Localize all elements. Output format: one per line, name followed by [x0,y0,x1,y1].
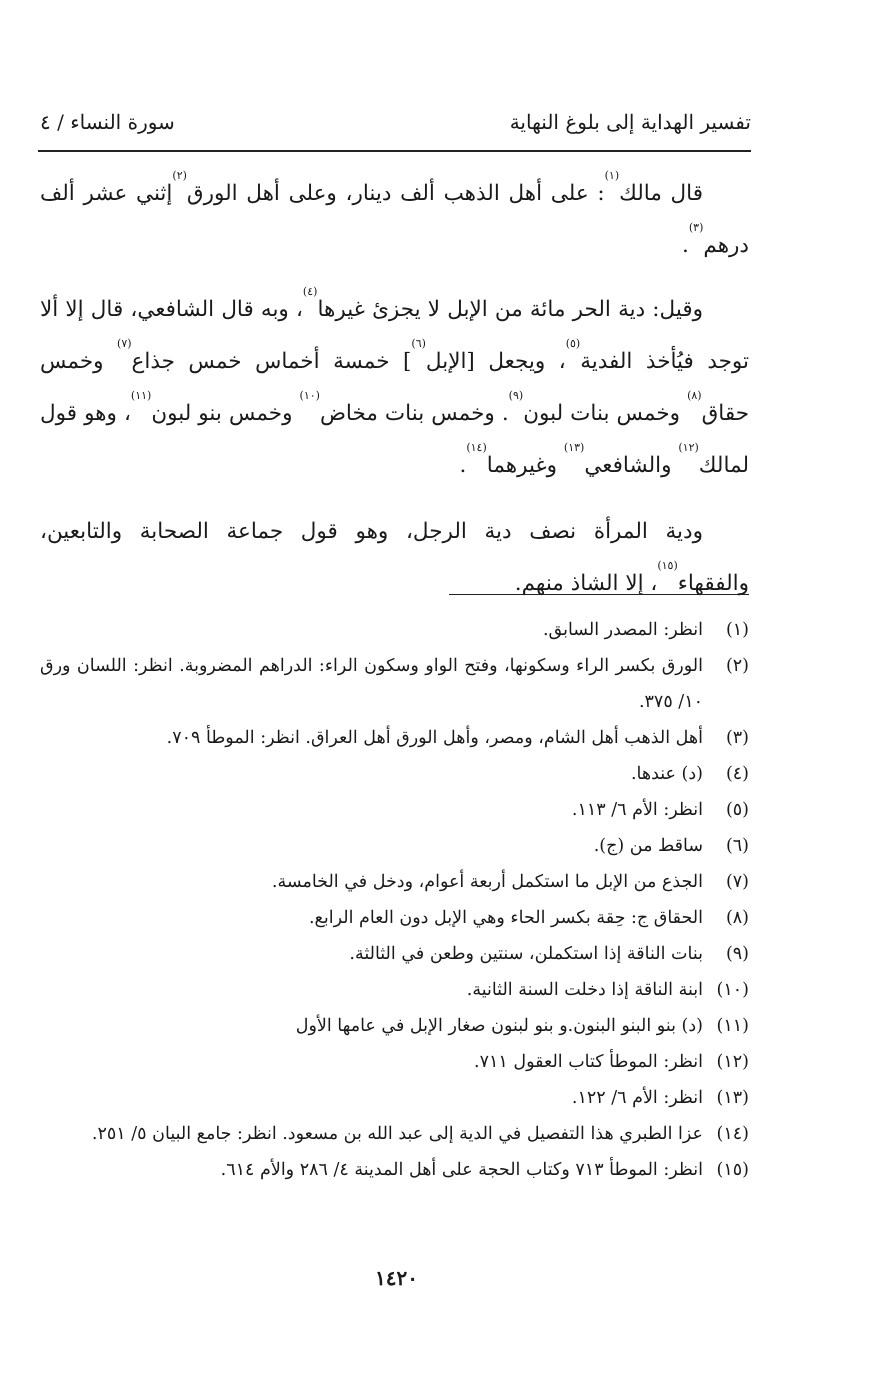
running-header [40,106,751,146]
footnote-ref-14[interactable]: (١٤) [466,441,487,454]
footnote-text: انظر: المصدر السابق. [542,620,703,640]
text-run: ، وهو قول لمالك [40,401,749,478]
footnote-text: انظر: الموطأ كتاب العقول ٧١١. [474,1052,703,1072]
footnotes [40,612,749,1188]
footnote-number: (٣) [725,728,749,748]
footnote-number: (١٣) [716,1088,749,1108]
surah-label: سورة النساء / ٤ [40,110,175,134]
footnote-item [40,900,749,936]
footnote-item [40,612,749,648]
text-run: ، ويجعل [الإبل [425,349,566,374]
footnote-item [40,648,749,720]
footnote-number: (٤) [725,764,749,784]
footnote-number: (٧) [725,872,749,892]
footnote-separator [449,594,749,595]
footnote-number: (١٥) [716,1160,749,1180]
text-run: وغيرهما [486,453,564,478]
text-run: والشافعي [584,453,679,478]
footnote-ref-9[interactable]: (٩) [508,389,524,402]
footnote-ref-13[interactable]: (١٣) [563,441,585,454]
text-run: . [459,453,467,478]
footnote-item [40,828,749,864]
footnote-text: بنات الناقة إذا استكملن، سنتين وطعن في الثالثة. [349,944,703,964]
paragraph-2 [40,284,749,492]
text-run: ، إلا الشاذ منهم. [514,571,658,596]
footnote-number: (١٤) [716,1124,749,1144]
text-run: وقيل: دية الحر مائة من الإبل لا يجزئ غيرها [317,297,703,322]
footnote-text: الجذع من الإبل ما استكمل أربعة أعوام، ودخل في الخامسة. [271,872,703,892]
text-run: . وخمس بنات مخاض [319,401,509,426]
footnote-text: انظر: الأم ٦/ ١٢٢. [571,1088,703,1108]
footnote-number: (٢) [725,656,749,676]
text-run: . [682,233,689,258]
footnote-ref-2[interactable]: (٢) [172,169,187,182]
text-run: وخمس بنو لبون [151,401,300,426]
book-title: تفسير الهداية إلى بلوغ النهاية [509,110,751,134]
text-run: وخمس حقاق [40,349,749,426]
footnote-number: (٥) [725,800,749,820]
footnote-number: (٨) [725,908,749,928]
footnote-number: (١٢) [716,1052,749,1072]
header-rule [38,150,751,152]
text-run: ] خمسة أخماس خمس جذاع [131,349,412,374]
footnote-text: انظر: الأم ٦/ ١١٣. [571,800,703,820]
footnote-ref-4[interactable]: (٤) [302,285,318,298]
footnote-text: انظر: الموطأ ٧١٣ وكتاب الحجة على أهل المدينة ٤/ ٢٨٦ والأم ٦١٤. [220,1160,703,1180]
footnote-number: (٦) [725,836,749,856]
footnote-text: (د) عندها. [630,764,703,784]
footnote-item [40,1116,749,1152]
footnote-item [40,1044,749,1080]
footnote-ref-1[interactable]: (١) [604,169,620,182]
footnote-number: (١) [725,620,749,640]
footnote-ref-3[interactable]: (٣) [688,221,704,234]
footnote-item [40,972,749,1008]
footnote-item [40,792,749,828]
text-run: ، وبه قال الشافعي، قال إلا ألا توجد فيُأخذ الفدية [40,297,749,374]
page-number: ١٤٢٠ [375,1266,418,1290]
footnote-text: الورق بكسر الراء وسكونها، وفتح الواو وسكون الراء: الدراهم المضروبة. انظر: اللسان ورق ١٠/ ٣٧٥. [40,656,703,712]
main-text [40,168,749,610]
footnote-ref-8[interactable]: (٨) [687,389,702,402]
footnote-item [40,1008,749,1044]
footnote-text: الحقاق ج: حِقة بكسر الحاء وهي الإبل دون العام الرابع. [308,908,703,928]
footnote-number: (١٠) [716,980,749,1000]
text-run: وخمس بنات لبون [523,401,688,426]
footnote-ref-11[interactable]: (١١) [130,389,152,402]
footnote-number: (١١) [716,1016,749,1036]
footnote-text: أهل الذهب أهل الشام، ومصر، وأهل الورق أهل العراق. انظر: الموطأ ٧٠٩. [166,728,703,748]
footnote-item [40,720,749,756]
footnote-ref-10[interactable]: (١٠) [299,389,320,402]
footnote-ref-6[interactable]: (٦) [411,337,426,350]
footnote-ref-7[interactable]: (٧) [117,337,132,350]
footnote-item [40,864,749,900]
footnote-ref-12[interactable]: (١٢) [678,441,699,454]
footnote-number: (٩) [725,944,749,964]
footnote-text: (د) بنو البنو البنون.و بنو لبنون صغار الإبل في عامها الأول [295,1016,703,1036]
footnote-item [40,1152,749,1188]
footnote-text: ابنة الناقة إذا دخلت السنة الثانية. [466,980,703,1000]
footnote-item [40,756,749,792]
footnote-item [40,936,749,972]
text-run: إثني عشر ألف درهم [40,181,749,258]
text-run: قال مالك [619,181,703,206]
footnote-item [40,1080,749,1116]
paragraph-1 [40,168,749,272]
text-run: : على أهل الذهب ألف دينار، وعلى أهل الورق [186,181,605,206]
footnote-ref-15[interactable]: (١٥) [657,559,678,572]
footnote-text: ساقط من (ج). [593,836,703,856]
footnote-text: عزا الطبري هذا التفصيل في الدية إلى عبد الله بن مسعود. انظر: جامع البيان ٥/ ٢٥١. [91,1124,703,1144]
footnote-ref-5[interactable]: (٥) [565,337,581,350]
text-run: ودية المرأة نصف دية الرجل، وهو قول جماعة الصحابة والتابعين، والفقهاء [40,519,749,596]
